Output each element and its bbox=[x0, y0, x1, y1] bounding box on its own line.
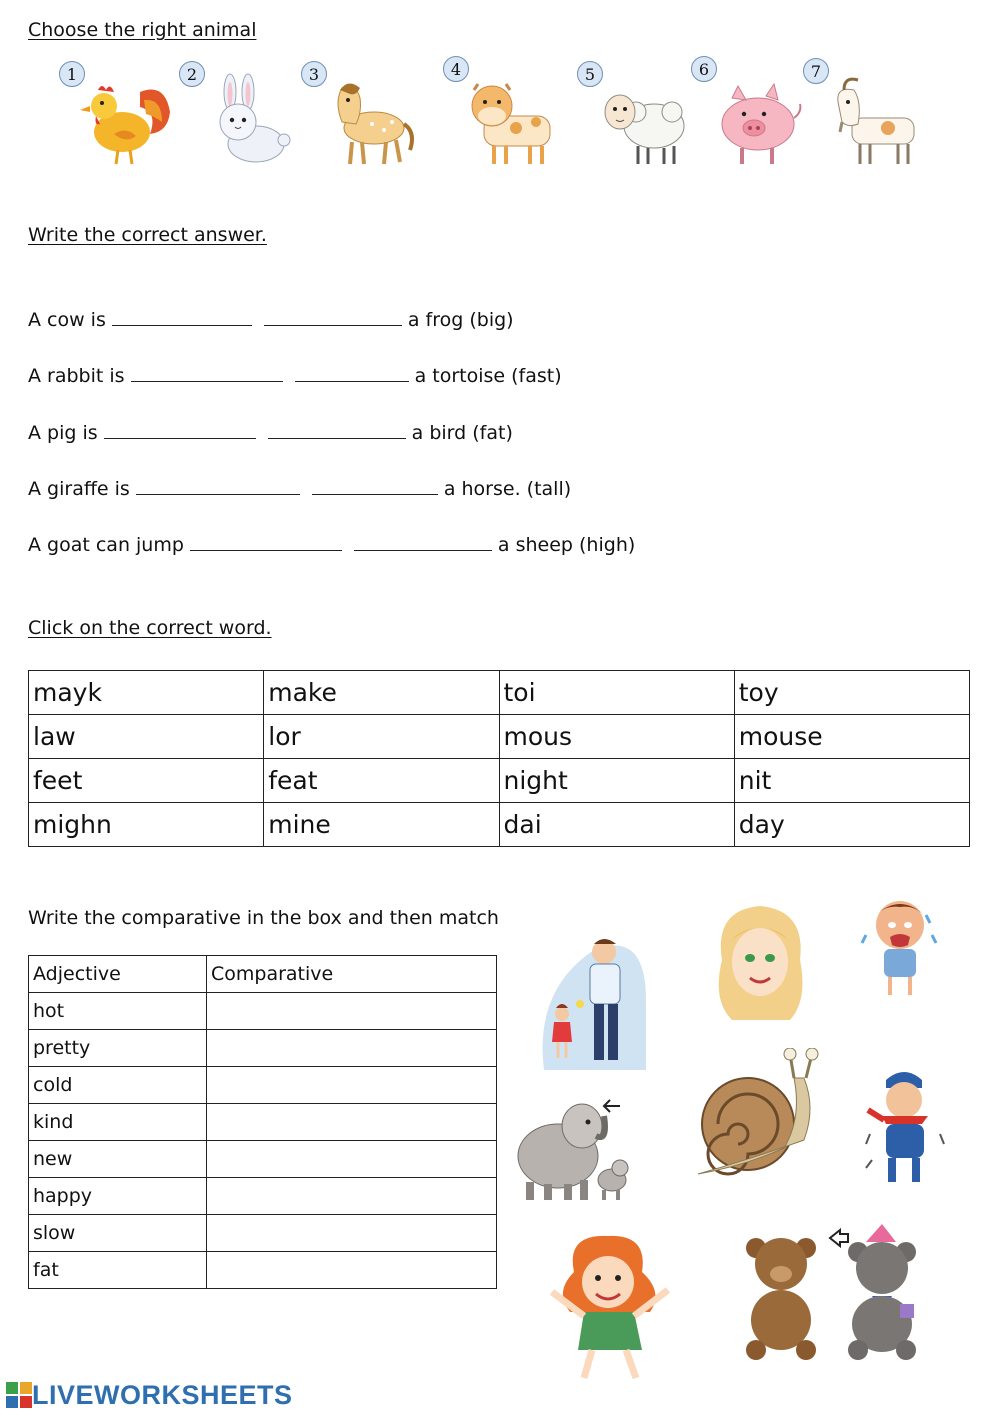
table-row bbox=[29, 993, 497, 1030]
sentence-text-after: a bird (fat) bbox=[411, 422, 513, 444]
comparative-input[interactable] bbox=[207, 1067, 497, 1104]
word-cell[interactable]: toi bbox=[499, 671, 734, 715]
answer-blank-5a[interactable] bbox=[190, 532, 342, 551]
brand-text: LIVEWORKSHEETS bbox=[32, 1379, 293, 1410]
comparative-table bbox=[28, 955, 497, 1289]
animal-option-2[interactable] bbox=[176, 58, 296, 170]
heading-click-word: Click on the correct word. bbox=[28, 617, 272, 639]
table-row bbox=[29, 1067, 497, 1104]
heading-comparative: Write the comparative in the box and then match bbox=[28, 907, 499, 929]
comparative-input[interactable] bbox=[207, 1030, 497, 1067]
heading-choose-animal: Choose the right animal bbox=[28, 19, 257, 41]
big-and-small-elephant-picture[interactable] bbox=[508, 1096, 636, 1206]
word-cell[interactable]: nit bbox=[734, 759, 969, 803]
cold-shivering-man-picture[interactable] bbox=[864, 1064, 946, 1188]
adjective-cell: hot bbox=[29, 993, 207, 1030]
sentence-3 bbox=[28, 420, 513, 448]
number-badge[interactable]: 7 bbox=[803, 58, 829, 84]
animal-option-6[interactable] bbox=[688, 58, 808, 170]
word-cell[interactable]: mighn bbox=[29, 803, 264, 847]
column-header-adjective: Adjective bbox=[29, 956, 207, 993]
comparative-input[interactable] bbox=[207, 1104, 497, 1141]
rabbit-icon[interactable] bbox=[190, 72, 294, 168]
cow-icon[interactable] bbox=[454, 72, 558, 168]
sentence-text-after: a frog (big) bbox=[407, 309, 514, 331]
word-cell[interactable]: lor bbox=[264, 715, 499, 759]
new-and-old-teddy-bears-picture[interactable] bbox=[740, 1224, 940, 1360]
word-cell[interactable]: night bbox=[499, 759, 734, 803]
table-row bbox=[29, 1178, 497, 1215]
sentence-text-before: A cow is bbox=[28, 309, 106, 331]
number-badge[interactable]: 1 bbox=[59, 61, 85, 87]
liveworksheets-logo-icon bbox=[6, 1382, 32, 1408]
number-badge[interactable]: 4 bbox=[443, 56, 469, 82]
table-row bbox=[29, 1104, 497, 1141]
sheep-icon[interactable] bbox=[588, 72, 692, 168]
word-choice-grid bbox=[28, 670, 970, 847]
word-cell[interactable]: law bbox=[29, 715, 264, 759]
table-row bbox=[29, 1141, 497, 1178]
sentence-text-before: A rabbit is bbox=[28, 365, 125, 387]
comparative-input[interactable] bbox=[207, 1252, 497, 1289]
adjective-cell: cold bbox=[29, 1067, 207, 1104]
word-cell[interactable]: feet bbox=[29, 759, 264, 803]
comparative-input[interactable] bbox=[207, 1178, 497, 1215]
number-badge[interactable]: 3 bbox=[301, 61, 327, 87]
table-row bbox=[29, 1252, 497, 1289]
slow-snail-picture[interactable] bbox=[694, 1048, 830, 1182]
goat-icon[interactable] bbox=[814, 72, 918, 168]
answer-blank-3b[interactable] bbox=[268, 420, 406, 439]
sentence-text-before: A giraffe is bbox=[28, 478, 130, 500]
answer-blank-1b[interactable] bbox=[264, 307, 402, 326]
table-row bbox=[29, 1215, 497, 1252]
sentence-2 bbox=[28, 363, 562, 391]
word-cell[interactable]: make bbox=[264, 671, 499, 715]
animal-option-3[interactable] bbox=[298, 58, 418, 170]
number-badge[interactable]: 5 bbox=[577, 61, 603, 87]
sentence-text-before: A goat can jump bbox=[28, 534, 184, 556]
sentence-1 bbox=[28, 307, 514, 335]
happy-girl-picture[interactable] bbox=[544, 1232, 680, 1380]
adjective-cell: fat bbox=[29, 1252, 207, 1289]
word-cell[interactable]: mous bbox=[499, 715, 734, 759]
table-header-row bbox=[29, 956, 497, 993]
adjective-cell: slow bbox=[29, 1215, 207, 1252]
table-row bbox=[29, 1030, 497, 1067]
tall-man-and-girl-picture[interactable] bbox=[534, 930, 646, 1070]
comparative-input[interactable] bbox=[207, 1141, 497, 1178]
animal-option-5[interactable] bbox=[574, 58, 694, 170]
word-cell[interactable]: mouse bbox=[734, 715, 969, 759]
word-cell[interactable]: mayk bbox=[29, 671, 264, 715]
word-row-2 bbox=[29, 715, 970, 759]
animal-option-1[interactable] bbox=[56, 58, 176, 170]
word-row-3 bbox=[29, 759, 970, 803]
hot-sweating-boy-picture[interactable] bbox=[860, 895, 946, 999]
word-cell[interactable]: toy bbox=[734, 671, 969, 715]
sentence-text-after: a horse. (tall) bbox=[443, 478, 572, 500]
number-badge[interactable]: 2 bbox=[179, 61, 205, 87]
answer-blank-2a[interactable] bbox=[131, 363, 283, 382]
sentence-text-before: A pig is bbox=[28, 422, 98, 444]
answer-blank-4b[interactable] bbox=[312, 476, 438, 495]
animal-option-4[interactable] bbox=[440, 58, 560, 170]
adjective-cell: new bbox=[29, 1141, 207, 1178]
pretty-woman-picture[interactable] bbox=[708, 900, 812, 1028]
horse-icon[interactable] bbox=[312, 72, 416, 168]
sentence-5 bbox=[28, 532, 635, 560]
sentence-text-after: a sheep (high) bbox=[497, 534, 636, 556]
answer-blank-2b[interactable] bbox=[295, 363, 409, 382]
column-header-comparative: Comparative bbox=[207, 956, 497, 993]
word-row-4 bbox=[29, 803, 970, 847]
word-cell[interactable]: dai bbox=[499, 803, 734, 847]
liveworksheets-logo bbox=[6, 1378, 293, 1412]
answer-blank-3a[interactable] bbox=[104, 420, 256, 439]
sentence-4 bbox=[28, 476, 571, 504]
word-cell[interactable]: mine bbox=[264, 803, 499, 847]
heading-write-answer: Write the correct answer. bbox=[28, 224, 267, 246]
word-row-1 bbox=[29, 671, 970, 715]
comparative-input[interactable] bbox=[207, 1215, 497, 1252]
adjective-cell: happy bbox=[29, 1178, 207, 1215]
animal-option-7[interactable] bbox=[800, 58, 920, 170]
adjective-cell: kind bbox=[29, 1104, 207, 1141]
answer-blank-4a[interactable] bbox=[136, 476, 300, 495]
pig-icon[interactable] bbox=[702, 72, 806, 168]
number-badge[interactable]: 6 bbox=[691, 56, 717, 82]
adjective-cell: pretty bbox=[29, 1030, 207, 1067]
answer-blank-1a[interactable] bbox=[112, 307, 252, 326]
answer-blank-5b[interactable] bbox=[354, 532, 492, 551]
word-cell[interactable]: feat bbox=[264, 759, 499, 803]
sentence-text-after: a tortoise (fast) bbox=[414, 365, 562, 387]
comparative-input[interactable] bbox=[207, 993, 497, 1030]
word-cell[interactable]: day bbox=[734, 803, 969, 847]
rooster-icon[interactable] bbox=[70, 72, 174, 168]
